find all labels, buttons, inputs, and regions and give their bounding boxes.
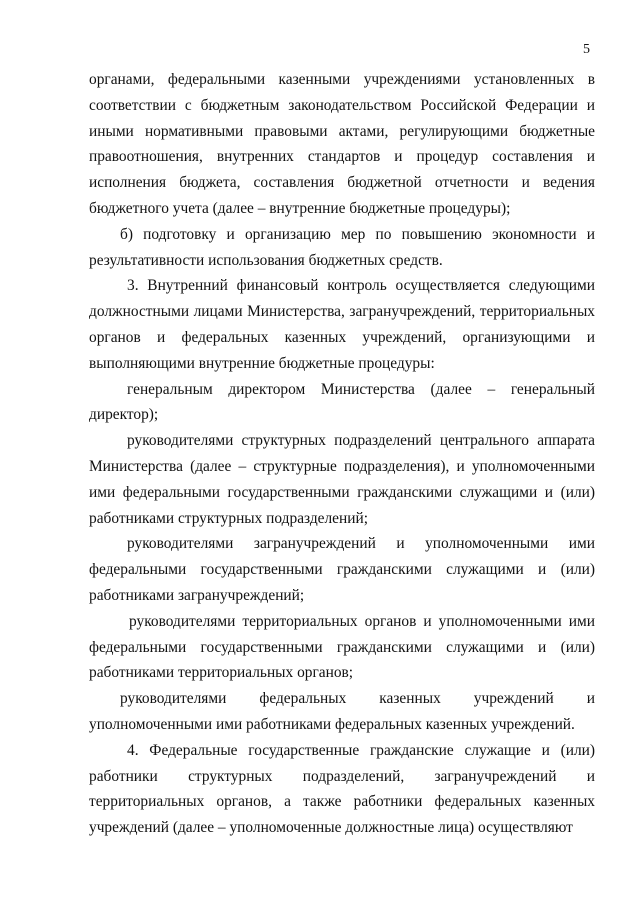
list-item-federal-institutions: руководителями федеральных казенных учреждений и уполномоченными ими работниками федеральных казенных учреждений.: [89, 690, 595, 733]
page-number: 5: [583, 42, 590, 57]
list-item-territorial-bodies: руководителями территориальных органов и уполномоченными ими федеральными государственными гражданскими служащими и (или) работниками территориальных органов;: [89, 612, 595, 682]
list-item-foreign-institutions: руководителями загранучреждений и уполномоченными ими федеральными государственными гражданскими служащими и (или) работниками загранучреждений;: [89, 535, 595, 604]
paragraph-section-4: 4. Федеральные государственные гражданские служащие и (или) работники структурных подразделений, загранучреждений и территориальных органов, а также работники федеральных казенных учреждений (далее – уполномоченные должностные лица) осуществляют: [89, 741, 595, 837]
list-item-general-director: генеральным директором Министерства (далее – генеральный директор);: [89, 380, 595, 424]
document-body: [89, 67, 595, 841]
list-item-structural-units: руководителями структурных подразделений центрального аппарата Министерства (далее – структурные подразделения), и уполномоченными ими федеральными государственными гражданскими служащими и (или) работниками структурных подразделений;: [89, 432, 595, 527]
paragraph-budget-procedures: органами, федеральными казенными учреждениями установленных в соответствии с бюджетным законодательством Российской Федерации и иными нормативными правовыми актами, регулирующими бюджетные правоотношения, внутренних стандартов и процедур составления и исполнения бюджета, составления бюджетной отчетности и ведения бюджетного учета (далее – внутренние бюджетные процедуры);: [89, 71, 595, 217]
paragraph-efficiency-measures: б) подготовку и организацию мер по повышению экономности и результативности использования бюджетных средств.: [89, 225, 595, 269]
paragraph-section-3: 3. Внутренний финансовый контроль осуществляется следующими должностными лицами Министерства, загранучреждений, территориальных органов и федеральных казенных учреждений, организующими и выполняющими внутренние бюджетные процедуры:: [89, 277, 595, 372]
